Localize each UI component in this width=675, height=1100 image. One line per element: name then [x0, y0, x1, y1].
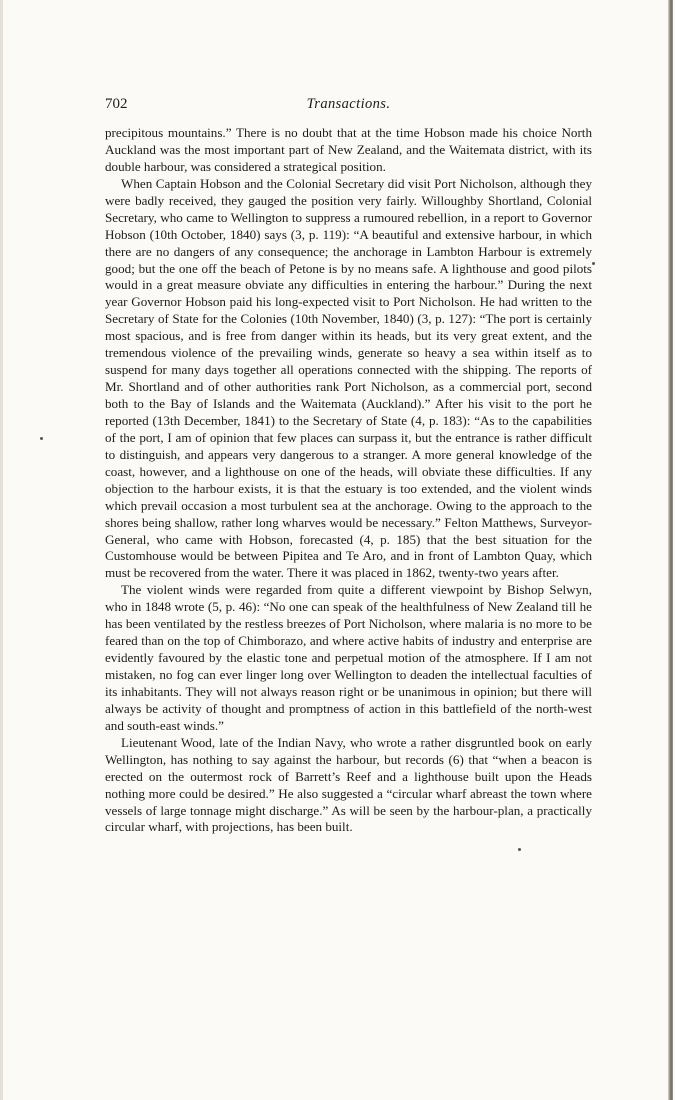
scan-speck	[592, 262, 595, 265]
scan-speck	[40, 437, 43, 440]
scan-speck	[518, 848, 521, 851]
paragraph: The violent winds were regarded from quite a different viewpoint by Bishop Selwyn, who in 1848 wrote (5, p. 46): “No one can speak of the healthfulness of New Zealand till he has been ventilated by the restless breezes of Port Nicholson, where malaria is no more to be feared than on the top of Chimborazo, and where active habits of industry and enterprise are evidently favoured by the elastic tone and perpetual motion of the atmosphere. If I am not mistaken, no fog can ever linger long over Wellington to deaden the intellectual faculties of its inhabitants. They will not always reason right or be unanimous in opinion; but there will always be activity of thought and promptness of action in this battlefield of the north-west and south-east winds.”	[105, 582, 592, 733]
paragraph: Lieutenant Wood, late of the Indian Navy, who wrote a rather disgruntled book on early Wellington, has nothing to say against the harbour, but records (6) that “when a beacon is erected on the outermost rock of Barrett’s Reef and a lighthouse built upon the Heads nothing more could be desired.” He also suggested a “circular wharf abreast the town where vessels of large tonnage might discharge.” As will be seen by the harbour-plan, a practically circular wharf, with projections, has been built.	[105, 734, 592, 835]
paragraph: precipitous mountains.” There is no doubt that at the time Hobson made his choice North Auckland was the most important part of New Zealand, and the Waitemata district, with its double harbour, was considered a strategical position.	[105, 125, 592, 174]
page-binding-edge	[668, 0, 673, 1100]
running-title: Transactions.	[306, 96, 391, 112]
paragraph: When Captain Hobson and the Colonial Secretary did visit Port Nicholson, although they were badly received, they gauged the position very fairly. Willoughby Shortland, Colonial Secretary, who came to Wellington to suppress a rumoured rebellion, in a report to Governor Hobson (10th October, 1840) says (3, p. 119): “A beautiful and extensive harbour, in which there are no dangers of any consequence; the anchorage in Lambton Harbour is extremely good; but the one off the beach of Petone is by no means safe. A lighthouse and good pilots would in a great measure obviate any difficulties in entering the harbour.” During the next year Governor Hobson paid his long-expected visit to Port Nicholson. He had written to the Secretary of State for the Colonies (10th November, 1840) (3, p. 127): “The port is certainly most spacious, and is free from danger within its heads, but its very great extent, and the tremendous violence of the prevailing winds, generate so heavy a sea within itself as to suspend for many days together all operations connected with the shipping. The reports of Mr. Shortland and of other authorities rank Port Nicholson, as a commercial port, second both to the Bay of Islands and the Waitemata (Auckland).” After his visit to the port he reported (13th December, 1841) to the Secretary of State (4, p. 183): “As to the capabilities of the port, I am of opinion that few places can surpass it, but the entrance is rather difficult to distinguish, and appears very dangerous to a stranger. A more general knowledge of the coast, however, and a lighthouse on one of the heads, will obviate these difficulties. If any objection to the harbour exists, it is that the estuary is too extended, and the violent winds which prevail occasion a most turbulent sea at the anchorage. Owing to the approach to the shores being shallow, rather long wharves would be necessary.” Felton Matthews, Surveyor-General, who came with Hobson, forecasted (4, p. 185) that the best situation for the Customhouse would be between Pipitea and Te Aro, and in front of Lambton Quay, which must be recovered from the water. There it was placed in 1862, twenty-two years after.	[105, 175, 592, 581]
page-left-edge	[0, 0, 3, 1100]
page-header	[105, 96, 592, 116]
page-number: 702	[105, 96, 128, 112]
body-text	[105, 125, 592, 836]
